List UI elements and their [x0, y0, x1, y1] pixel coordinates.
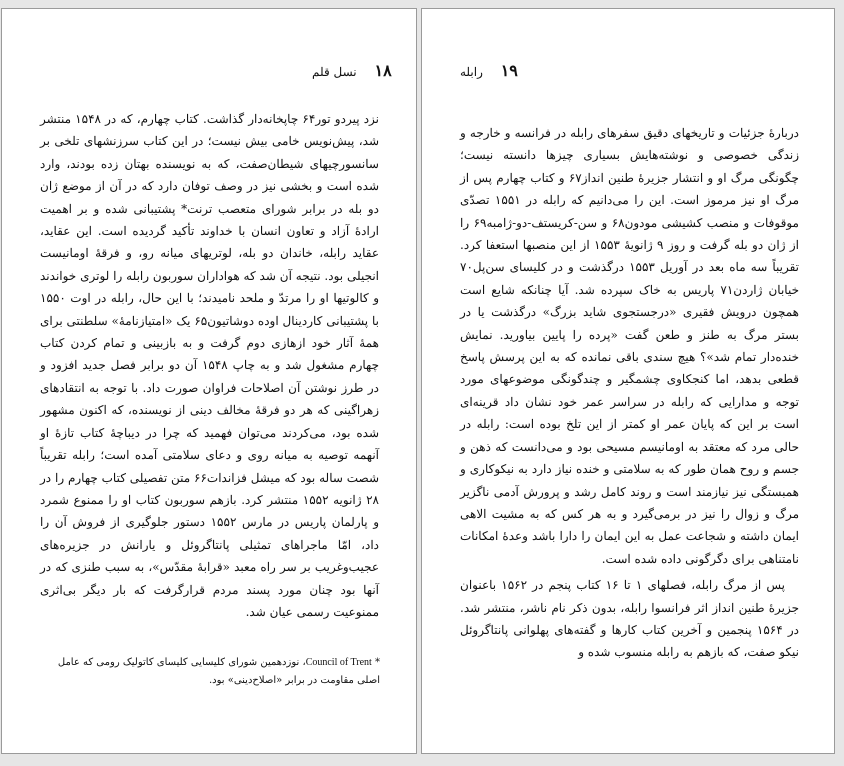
right-book-page [421, 8, 835, 754]
running-title: رابله [460, 65, 483, 79]
footnote-text: ، نوزدهمین شورای کلیسایی کلیسای کاتولیک رومی که عامل اصلی مقاومت در برابر «اصلاح‌دینی» بود. [57, 657, 380, 686]
page-number: ۱۹ [500, 61, 518, 80]
left-book-page [1, 8, 417, 754]
footnote [32, 654, 380, 690]
left-page-header [312, 61, 392, 80]
page-number: ۱۸ [374, 61, 392, 80]
running-title: نسل قلم [312, 65, 357, 79]
right-page-header [460, 61, 518, 80]
footnote-marker: * [375, 657, 380, 668]
right-page-body [460, 122, 799, 664]
body-paragraph-1: دربارهٔ جزئیات و تاریخهای دقیق سفرهای رابله در فرانسه و خارجه و زندگی خصوصی و نوشته‌هایش بسیاری چیزها دانسته نیست؛ چگونگی مرگ او و انتشار جزیرهٔ طنین انداز۶۷ و کتاب چهارم پس از مرگ او نیز مرموز است. این را می‌دانیم که رابله در ۱۵۵۱ تصدّی موقوفات و منصب کشیشی مودون۶۸ و سن-کریستف-دو-ژامبه۶۹ را از ژان دو بله گرفت و روز ۹ ژانویهٔ ۱۵۵۳ از این منصبها استعفا کرد. تقریباً سه ماه بعد در آوریل ۱۵۵۳ درگذشت و در کلیسای سن‌پل۷۰ خیابان ژاردن۷۱ پاریس به خاک سپرده شد. آیا چنانکه شایع است همچون درویش فقیری «درجستجوی شاید بزرگ» درگذشت یا در بستر مرگ به طنز و طعن گفت «پرده را پایین بیاورید. نمایش خنده‌دار تمام شد»؟ هیچ سندی باقی نمانده که به این پرسش پاسخ قطعی بدهد، اما کنجکاوی چشمگیر و چندگونگی موضوعهای مورد توجه و مدارایی که رابله در سراسر عمر خود نشان داد قرینه‌ای است بر این که پایان عمر او کمتر از این تلخ بوده است: رابله در حالی مرد که معتقد به اومانیسم مسیحی بود و می‌دانست که ذهن و جسم و روح همان طور که به سلامتی و خنده نیاز دارد به نیکوکاری و همبستگی نیز نیازمند است و روند کامل رشد و پرورش آدمی ناگزیر مرگ و زوال را نیز در برمی‌گیرد و به هر کس که به مشیت الاهی ایمان داشته و شجاعت عمل به این ایمان را دارا باشد وعدهٔ امکانات نامتناهی برای دگرگونی داده شده است. [460, 126, 800, 566]
footnote-term: Council of Trent [305, 657, 372, 668]
body-paragraph-2: پس از مرگ رابله، فصلهای ۱ تا ۱۶ کتاب پنجم در ۱۵۶۲ باعنوان جزیرهٔ طنین انداز اثر فرانسوا رابله، بدون ذکر نام ناشر، منتشر شد. در ۱۵۶۴ پنجمین و آخرین کتاب کارها و گفته‌های پهلوانی پانتاگروئل نیکو صفت، که بازهم به رابله منسوب شده و [460, 578, 799, 660]
body-paragraph: نزد پیردو تور۶۴ چاپخانه‌دار گذاشت. کتاب چهارم، که در ۱۵۴۸ منتشر شد، پیش‌نویس خامی بیش نیست؛ در این کتاب سرزنشهای تلخی بر سانسورچیهای شیطان‌صفت، که به نویسنده بهتان زده بودند، وارد شده است و بخشی نیز در وصف توفان دارد که در آن از موضع ژان دو بله در برابر شورای متعصب ترنت* پشتیبانی شده و بر اهمیت ارادهٔ آزاد و تعاون انسان با خداوند تأکید گردیده است. این عقاید، عقاید رابله، خاندان دو بله، لوتریهای میانه رو، و فرقهٔ اومانیست انجیلی بود. نتیجه آن شد که هواداران سوربون رابله را لوتری خواندند و کالوتیها او را مرتدّ و ملحد نامیدند؛ با این حال، رابله در اوت ۱۵۵۰ با پشتیبانی کاردینال اوده دوشاتیون۶۵ یک «امتیازنامهٔ» سلطنتی برای همهٔ آثار خود ازهازی دوم گرفت و به بازبینی و تمام کردن کتاب چهارم مشغول شد و به چاپ ۱۵۴۸ آن دو برابر فصل جدید افزود و در طرز نوشتن آن اصلاحات فراوان صورت داد. با توجه به انتقادهای زهراگینی که هر دو فرقهٔ مخالف دینی از نویسنده، که اکنون مشهور شده بود، می‌کردند می‌توان فهمید که چرا در دیباچهٔ کتاب تازهٔ او آنهمه توصیه به میانه روی و دعای سلامتی آمده است؛ رابله تقریباً شصت ساله بود که میشل فزاندات۶۶ متن تفصیلی کتاب چهارم را در ۲۸ ژانویه ۱۵۵۲ منتشر کرد. بازهم سوربون کتاب او را ممنوع شمرد و پارلمان پاریس در مارس ۱۵۵۲ دستور جلوگیری از فروش آن را داد، امّا ماجراهای تمثیلی پانتاگروئل و یارانش در جزیره‌های عجیب‌وغریب بر سر راه معبد «قرابهٔ مقدّس»، به سبب طنزی که در آنها بود چنان مورد پسند مردم قرارگرفت که بار دیگر بی‌اثری ممنوعیت رسمی عیان شد. [40, 112, 380, 619]
left-page-body [40, 108, 379, 623]
